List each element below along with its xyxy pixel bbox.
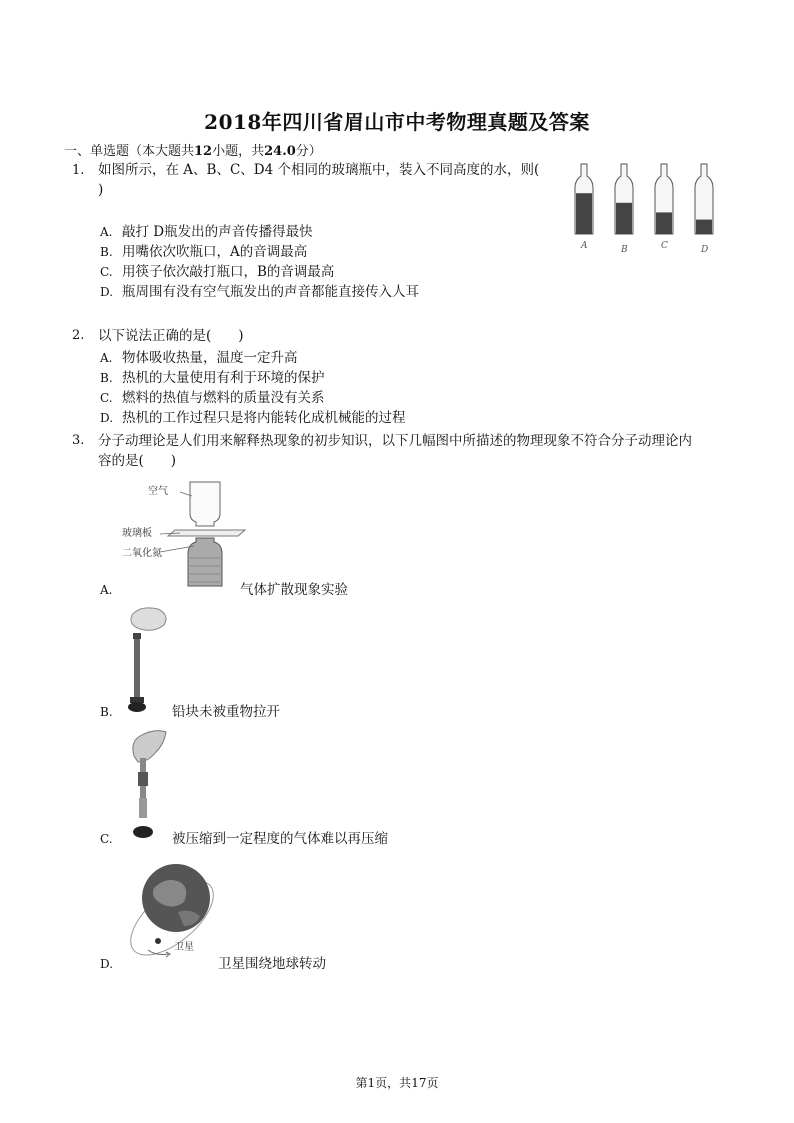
q3-stem-line1: 分子动理论是人们用来解释热现象的初步知识，以下几幅图中所描述的物理现象不符合分子动理论内 [98, 433, 692, 449]
q1-stem [98, 160, 558, 200]
q3-option-a[interactable] [100, 580, 122, 600]
footer-total: 17 [411, 1076, 427, 1090]
page-title: 2018年四川省眉山市中考物理真题及答案 [204, 110, 590, 134]
option-text: 用筷子依次敲打瓶口，B的音调最高 [122, 264, 335, 280]
section-score: 24.0 [264, 144, 296, 159]
q3-option-b[interactable] [100, 702, 122, 722]
footer-suffix: 页 [426, 1076, 439, 1090]
option-label: A. [100, 583, 113, 597]
bottle-label: D [701, 245, 709, 255]
q1-options [100, 222, 419, 302]
section-prefix: 一、单选题（本大题共 [64, 144, 195, 159]
q3-number: 3. [72, 433, 85, 448]
option-label: C. [100, 391, 113, 405]
page-footer [0, 1074, 794, 1091]
option-label: C. [100, 832, 113, 846]
option-text: 用嘴依次吹瓶口，A的音调最高 [122, 244, 308, 260]
option-label: B. [100, 705, 113, 719]
footer-mid: 页，共 [375, 1076, 412, 1090]
water-level-b [616, 203, 632, 234]
q3-option-b-caption: 铅块未被重物拉开 [172, 704, 280, 720]
bottles-figure [568, 160, 728, 260]
label-satellite: 卫星 [174, 942, 194, 953]
bottle-c [655, 164, 673, 251]
bottle-label: C [661, 241, 668, 251]
syringe-figure [120, 728, 180, 843]
option-text: 物体吸收热量，温度一定升高 [122, 350, 298, 366]
option-label: A. [100, 225, 113, 239]
option-label: D. [100, 411, 114, 425]
q3-stem [98, 431, 738, 471]
q1-option-b[interactable] [100, 242, 419, 262]
q1-option-d[interactable] [100, 282, 419, 302]
q2-options [100, 348, 406, 428]
option-text: 瓶周围有没有空气瓶发出的声音都能直接传入人耳 [122, 284, 419, 300]
bottles-illustration [568, 160, 728, 260]
q2-number: 2. [72, 328, 85, 343]
q3-option-c[interactable] [100, 829, 122, 849]
footer-prefix: 第 [355, 1076, 368, 1090]
option-label: D. [100, 285, 114, 299]
q3-option-d-caption: 卫星围绕地球转动 [218, 956, 326, 972]
bottle-label: A [581, 241, 588, 251]
bottle-b [615, 164, 633, 255]
diffusion-illustration [120, 474, 260, 594]
section-mid: 小题，共 [212, 144, 265, 159]
earth-figure [118, 858, 228, 968]
q2-stem: 以下说法正确的是( ) [98, 328, 244, 344]
option-label: B. [100, 245, 113, 259]
option-text: 燃料的热值与燃料的质量没有关系 [122, 390, 325, 406]
section-heading [64, 140, 322, 159]
option-label: A. [100, 351, 113, 365]
lead-blocks-figure [120, 603, 180, 715]
q3-option-d[interactable] [100, 954, 122, 974]
q2-option-a[interactable] [100, 348, 406, 368]
q3-option-c-caption: 被压缩到一定程度的气体难以再压缩 [172, 831, 388, 847]
option-text: 敲打 D瓶发出的声音传播得最快 [122, 224, 313, 240]
option-label: C. [100, 265, 113, 279]
earth-illustration [118, 858, 228, 968]
option-text: 热机的大量使用有利于环境的保护 [122, 370, 325, 386]
syringe-illustration [120, 728, 180, 843]
label-air: 空气 [148, 486, 168, 497]
water-level-a [576, 193, 592, 234]
q2-option-c[interactable] [100, 388, 406, 408]
option-label: D. [100, 957, 114, 971]
option-text: 热机的工作过程只是将内能转化成机械能的过程 [122, 410, 406, 426]
label-glass-plate: 玻璃板 [122, 528, 152, 539]
section-count: 12 [194, 144, 213, 159]
q2-option-b[interactable] [100, 368, 406, 388]
q1-stem-line1: 如图所示，在 A、B、C、D4 个相同的玻璃瓶中，装入不同高度的水，则( [98, 162, 540, 178]
diffusion-figure [120, 474, 260, 594]
label-no2: 二氧化氮 [122, 548, 162, 559]
water-level-c [656, 212, 672, 234]
bottle-a [575, 164, 593, 251]
q3-stem-line2: 容的是( ) [98, 453, 177, 469]
footer-page: 1 [367, 1076, 376, 1090]
option-label: B. [100, 371, 113, 385]
q1-option-a[interactable] [100, 222, 419, 242]
lead-blocks-illustration [120, 603, 180, 715]
bottle-d [695, 164, 713, 255]
water-level-d [696, 220, 712, 234]
q3-option-a-caption: 气体扩散现象实验 [240, 582, 348, 598]
q2-option-d[interactable] [100, 408, 406, 428]
q1-option-c[interactable] [100, 262, 419, 282]
section-suffix: 分） [295, 144, 322, 159]
q1-number: 1. [72, 163, 85, 178]
q1-stem-line2: ) [98, 182, 104, 198]
bottle-label: B [621, 245, 628, 255]
